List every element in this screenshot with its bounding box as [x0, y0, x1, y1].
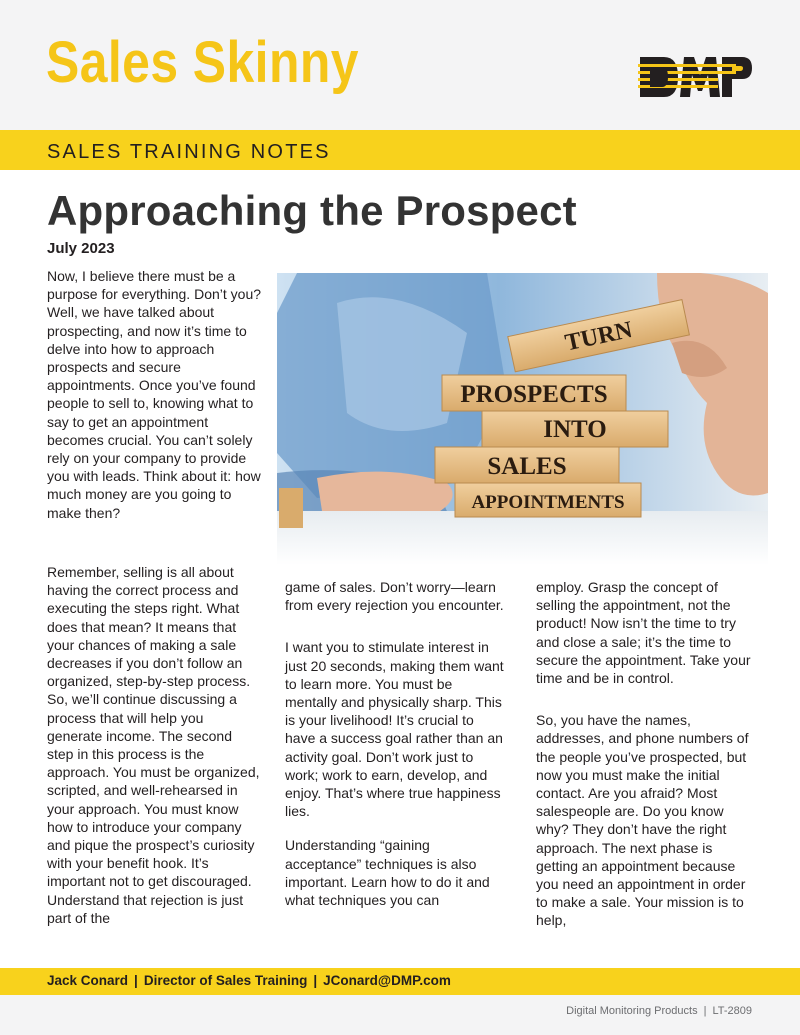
- paragraph: I want you to stimulate interest in just 20 seconds, making them want to learn more. You must be mentally and physically sharp. This is your livelihood! It’s crucial to have a success goal rather than an activity goal. Don’t work just to work; work to earn, develop, and enjoy. That’s where true happiness lies.: [285, 639, 504, 820]
- block-prospects: PROSPECTS: [460, 381, 608, 408]
- author-name: Jack Conard: [47, 973, 129, 988]
- company-name: Digital Monitoring Products: [566, 1005, 698, 1017]
- paragraph: game of sales. Don’t worry—learn from every rejection you encounter.: [285, 579, 504, 614]
- article-column-1-top: [47, 267, 262, 522]
- article-date: July 2023: [47, 240, 115, 257]
- block-into: INTO: [543, 416, 607, 443]
- article-column-3: [536, 578, 756, 930]
- dmp-logo-icon: [638, 55, 754, 99]
- author-role: Director of Sales Training: [143, 973, 308, 988]
- separator: |: [313, 973, 318, 988]
- separator: |: [134, 973, 138, 988]
- document-meta: [566, 1005, 752, 1017]
- paragraph: Now, I believe there must be a purpose for everything. Don’t you? Well, we have talked about prospecting, and now it’s time to delve into how to approach prospects and secure appointments. Once you’ve found people to sell to, knowing what to say to get an appointment becomes crucial. You can’t solely rely on your company to provide you with leads. Think about it: how much money are you going to make then?: [47, 268, 262, 521]
- block-turn: TURN: [562, 316, 635, 357]
- author-email[interactable]: JConard@DMP.com: [323, 973, 451, 988]
- article-photo: [277, 273, 768, 565]
- section-label: SALES TRAINING NOTES: [47, 141, 331, 163]
- author-credit: [47, 973, 451, 988]
- paragraph: Understanding “gaining acceptance” techniques is also important. Learn how to do it and what techniques you can: [285, 837, 490, 909]
- separator: |: [703, 1005, 707, 1017]
- article-column-1-bottom: [47, 563, 262, 927]
- newsletter-title: Sales Skinny: [46, 30, 359, 95]
- article-column-2: [285, 578, 507, 909]
- article-title: Approaching the Prospect: [47, 187, 577, 234]
- block-sales: SALES: [487, 453, 567, 480]
- paragraph: Remember, selling is all about having the correct process and executing the steps right. What does that mean? It means that your chances of making a sale decreases if you don’t follow an organized, step-by-step process. So, we’ll continue discussing a process that will help you generate income. The second step in this process is the approach. You must be organized, scripted, and well-rehearsed in your approach. You must know how to introduce your company and pique the prospect’s curiosity with your benefit hook. It’s important not to get discouraged. Understand that rejection is just part of the: [47, 564, 260, 926]
- paragraph: employ. Grasp the concept of selling the appointment, not the product! Now isn’t the time to try and close a sale; it’s the time to secure the appointment. Take your time and be in control.: [536, 579, 751, 687]
- document-id: LT-2809: [712, 1005, 752, 1017]
- block-appointments: APPOINTMENTS: [471, 492, 625, 513]
- paragraph: So, you have the names, addresses, and phone numbers of the people you’ve prospected, but now you must make the initial contact. Are you afraid? Most salespeople are. Do you know why? They don’t have the right approach. The next phase is getting an appointment because you need an appointment in order to make a sale. Your mission is to help,: [536, 712, 749, 929]
